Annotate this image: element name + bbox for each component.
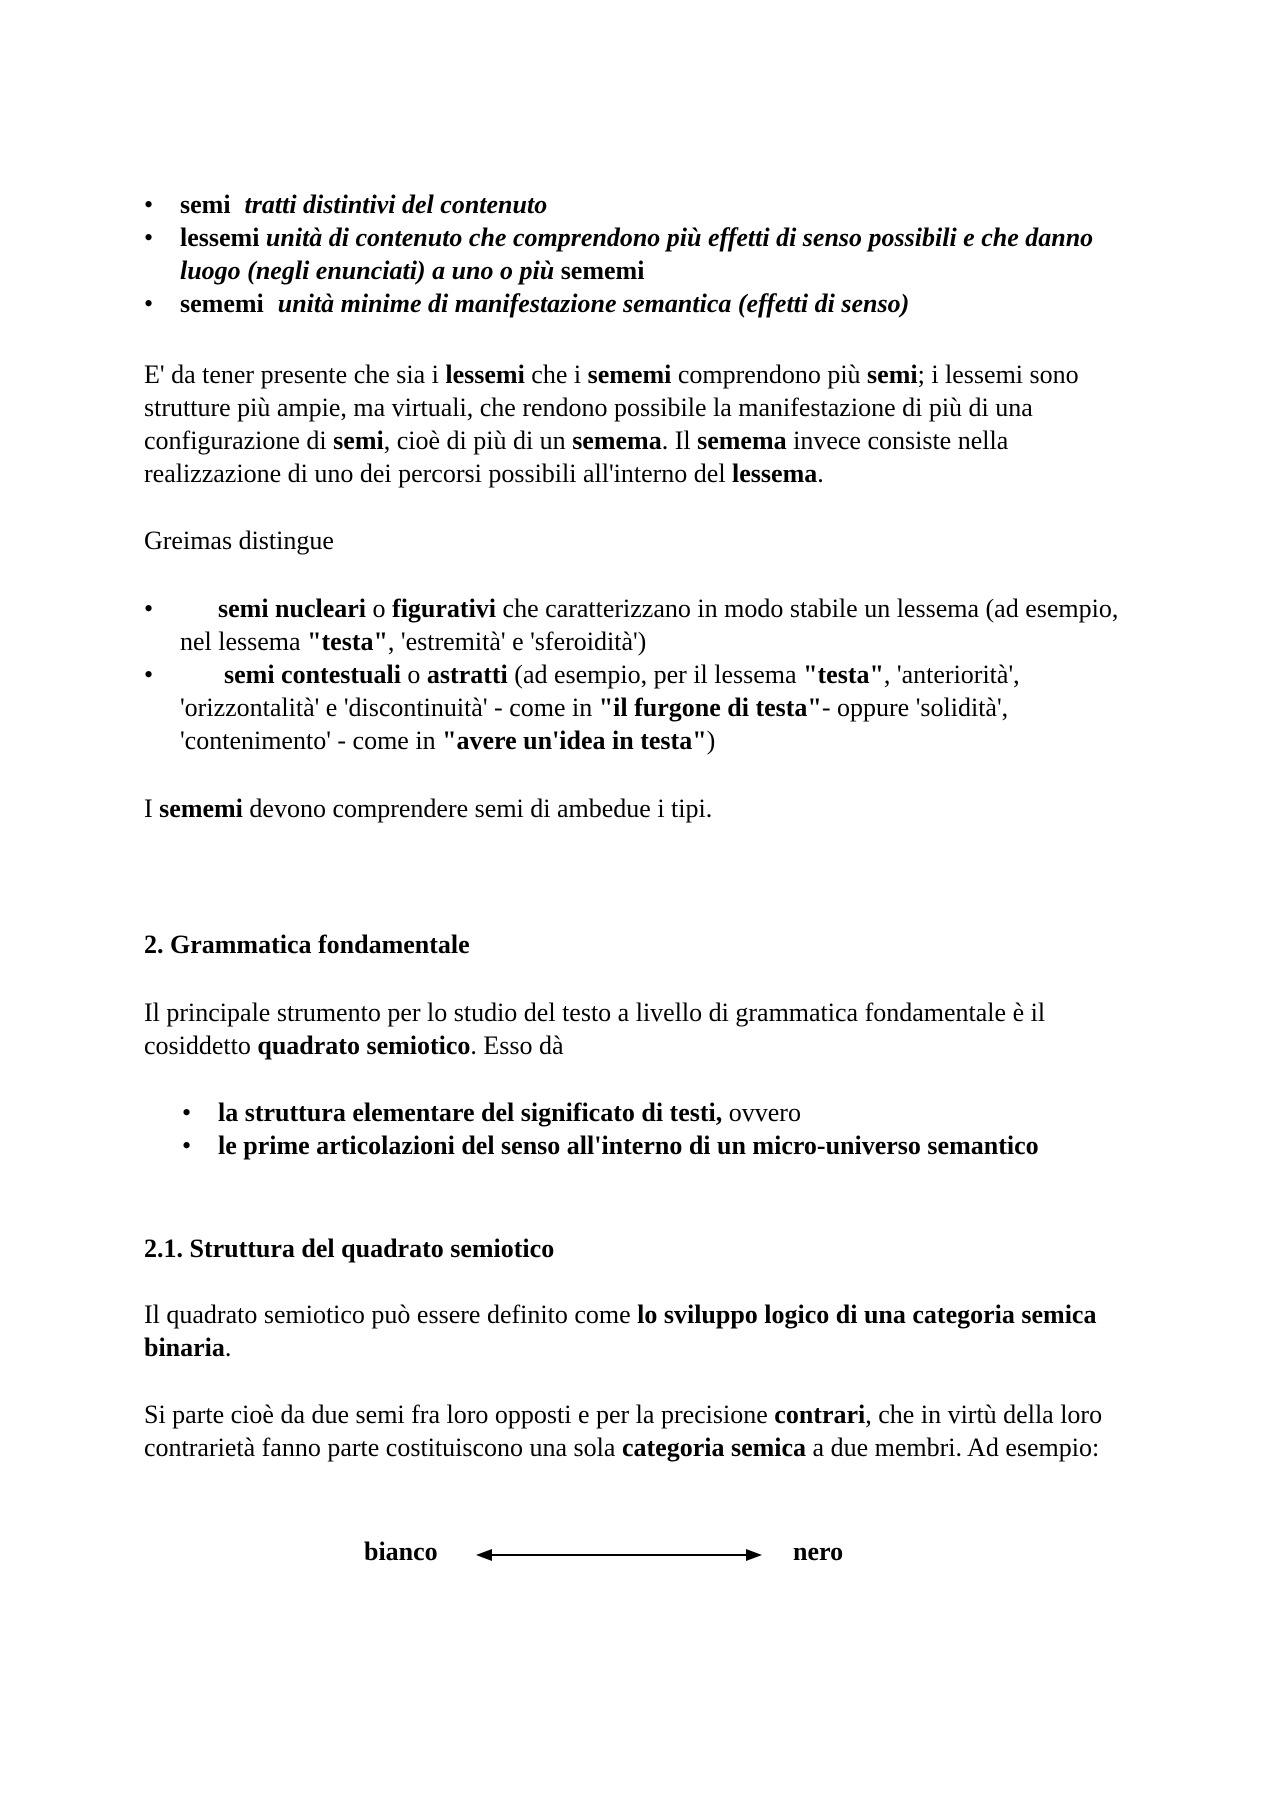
double-arrow-icon [476,1543,762,1567]
list-item: • la struttura elementare del significato di testi, ovvero [182,1096,1162,1129]
list-item: • lessemi unità di contenuto che comprendono più effetti di senso possibili e che danno luogo (negli enunciati) a uno o più sememi [144,221,1144,287]
paragraph-sememi: I sememi devono comprendere semi di ambedue i tipi. [144,794,713,823]
paragraph-strumento: Il principale strumento per lo studio del testo a livello di grammatica fondamentale è il cosiddetto quadrato semiotico. Esso dà [144,998,1046,1060]
list-item: • le prime articolazioni del senso all'interno di un micro-universo semantico [182,1129,1162,1162]
list-item: • semi contestuali o astratti (ad esempio, per il lessema "testa", 'anteriorità', 'orizzontalità' e 'discontinuità' - come in "il furgone di testa"- oppure 'solidità', 'contenimento' - come in "avere un'idea in testa") [144,658,1144,757]
paragraph-definizione: Il quadrato semiotico può essere definito come lo sviluppo logico di una categoria semica binaria. [144,1300,1097,1362]
semi-types-list [144,592,1144,757]
paragraph-contrari: Si parte cioè da due semi fra loro opposti e per la precisione contrari, che in virtù della loro contrarietà fanno parte costituiscono una sola categoria semica a due membri. Ad esempio: [144,1400,1103,1462]
sem-terms-list [144,188,1144,320]
subsection-heading: 2.1. Struttura del quadrato semiotico [144,1234,555,1263]
example-right-term: nero [793,1537,844,1566]
section-heading: 2. Grammatica fondamentale [144,930,470,959]
paragraph-lessemi: E' da tener presente che sia i lessemi che i sememi comprendono più semi; i lessemi sono strutture più ampie, ma virtuali, che rendono possibile la manifestazione di più di una configurazione di semi, cioè di più di un semema. Il semema invece consiste nella realizzazione di uno dei percorsi possibili all'interno del lessema. [144,360,1079,488]
contrary-example [0,1535,1280,1575]
list-item: • semi nucleari o figurativi che caratterizzano in modo stabile un lessema (ad esempio, nel lessema "testa", 'estremità' e 'sferoidità') [144,592,1144,658]
list-item: • semi tratti distintivi del contenuto [144,188,1144,221]
list-item: • sememi unità minime di manifestazione semantica (effetti di senso) [144,287,1144,320]
quadrato-list [182,1096,1162,1162]
greimas-intro: Greimas distingue [144,526,334,555]
example-left-term: bianco [364,1537,438,1566]
